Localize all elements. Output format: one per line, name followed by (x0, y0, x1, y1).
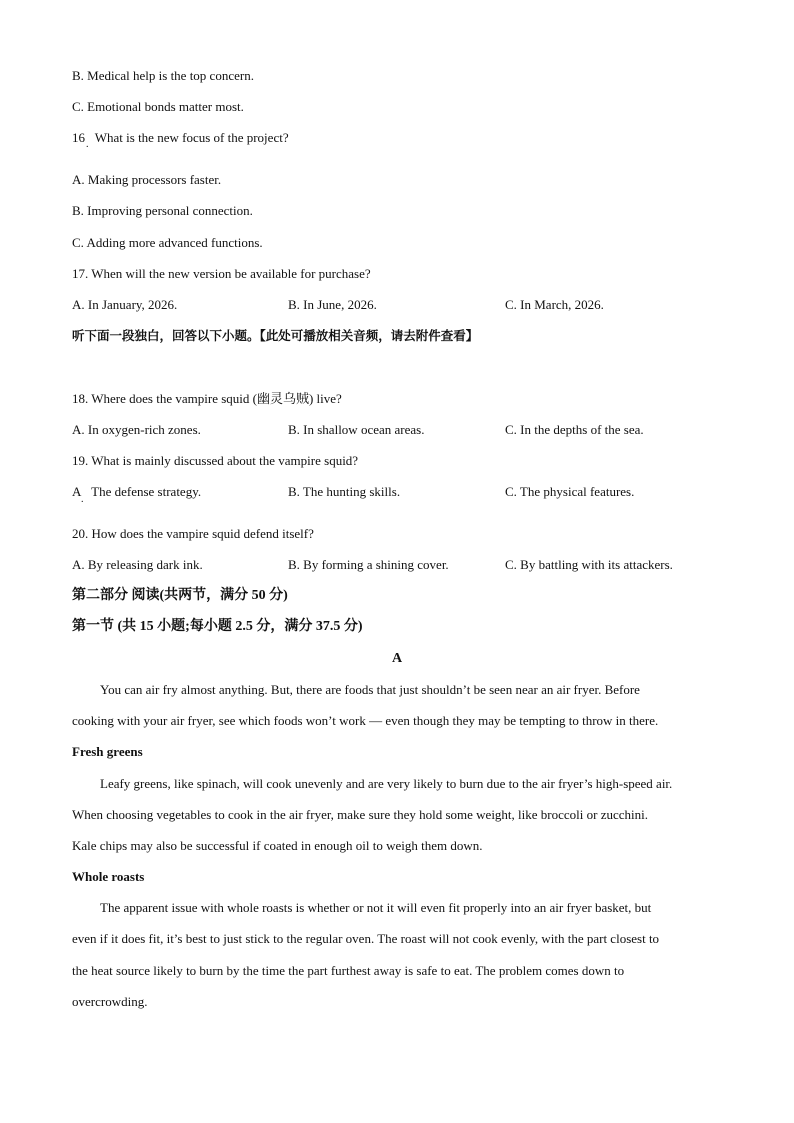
q18-option-a: A. In oxygen-rich zones. (72, 422, 201, 437)
q19-option-a (72, 484, 84, 505)
monologue-instruction: 听下面一段独白，回答以下小题。【此处可播放相关音频，请去附件查看】 (72, 328, 479, 343)
part2-heading: 第二部分 阅读(共两节，满分 50 分) (72, 588, 288, 603)
q16-number (72, 130, 89, 150)
q17-option-c: C. In March, 2026. (505, 297, 604, 312)
q15-option-b: B. Medical help is the top concern. (72, 68, 254, 83)
q19-options (72, 484, 722, 505)
q16-option-a: A. Making processors faster. (72, 172, 222, 187)
q20-option-c: C. By battling with its attackers. (505, 557, 673, 572)
q18-option-c: C. In the depths of the sea. (505, 422, 644, 437)
q19-option-b: B. The hunting skills. (288, 484, 401, 499)
whole-roasts-line2: even if it does fit, it’s best to just stick to the regular oven. The roast will not cook evenly, with the part closest to (72, 931, 660, 946)
q17-question: 17. When will the new version be available for purchase? (72, 266, 371, 281)
q20-option-b: B. By forming a shining cover. (288, 557, 449, 572)
q16-option-b: B. Improving personal connection. (72, 203, 253, 218)
q18-options (72, 422, 722, 438)
q20-question: 20. How does the vampire squid defend itself? (72, 526, 314, 541)
passage-intro-line2: cooking with your air fryer, see which foods won’t work — even though they may be tempting to throw in there. (72, 713, 659, 728)
decorative-dot: . (81, 494, 84, 505)
decorative-dot: . (86, 139, 89, 150)
q19-option-c: C. The physical features. (505, 484, 635, 499)
q16-number-text: 16 (72, 130, 85, 145)
whole-roasts-line1: The apparent issue with whole roasts is whether or not it will even fit properly into an air fryer basket, but (100, 900, 652, 915)
q16-question (72, 130, 289, 150)
q19-question: 19. What is mainly discussed about the vampire squid? (72, 453, 359, 468)
section1-heading: 第一节 (共 15 小题;每小题 2.5 分，满分 37.5 分) (72, 619, 363, 634)
fresh-greens-line1: Leafy greens, like spinach, will cook unevenly and are very likely to burn due to the air fryer’s high-speed air. (100, 776, 673, 791)
whole-roasts-line4: overcrowding. (72, 994, 148, 1009)
fresh-greens-heading: Fresh greens (72, 744, 143, 759)
whole-roasts-heading: Whole roasts (72, 869, 145, 884)
q19-option-a-text: The defense strategy. (91, 484, 202, 499)
q19-option-a-letter: A (72, 484, 82, 499)
q20-options (72, 557, 722, 573)
q17-option-b: B. In June, 2026. (288, 297, 377, 312)
q16-option-c: C. Adding more advanced functions. (72, 235, 263, 250)
whole-roasts-line3: the heat source likely to burn by the time the part furthest away is safe to eat. The problem comes down to (72, 963, 625, 978)
q16-question-text: What is the new focus of the project? (94, 130, 289, 145)
q17-option-a: A. In January, 2026. (72, 297, 178, 312)
q18-option-b: B. In shallow ocean areas. (288, 422, 425, 437)
q18-question: 18. Where does the vampire squid (幽灵乌贼) live? (72, 391, 342, 406)
fresh-greens-line3: Kale chips may also be successful if coated in enough oil to weigh them down. (72, 838, 483, 853)
passage-label: A (391, 651, 403, 666)
passage-intro-line1: You can air fry almost anything. But, there are foods that just shouldn’t be seen near an air fryer. Before (100, 682, 640, 697)
fresh-greens-line2: When choosing vegetables to cook in the air fryer, make sure they hold some weight, like broccoli or zucchini. (72, 807, 648, 822)
q20-option-a: A. By releasing dark ink. (72, 557, 203, 572)
q15-option-c: C. Emotional bonds matter most. (72, 99, 244, 114)
q17-options (72, 297, 722, 313)
